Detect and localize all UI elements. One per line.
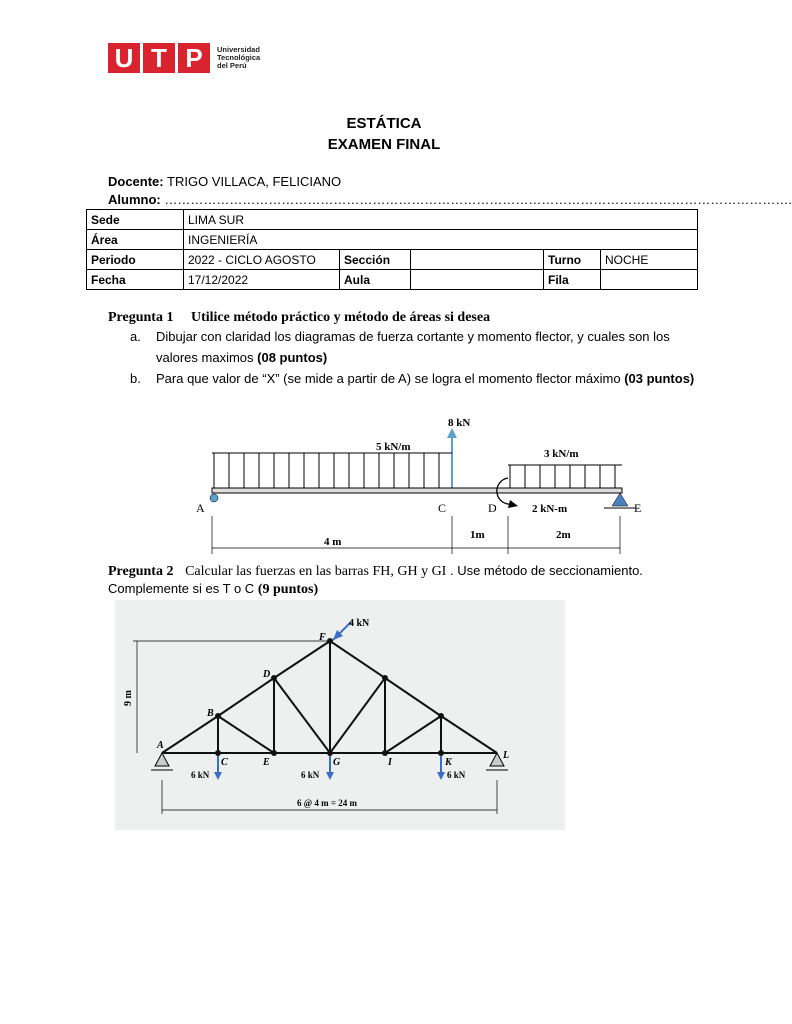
area-value: INGENIERÍA [184,230,698,250]
turno-label: Turno [544,250,601,270]
fila-value [601,270,698,290]
moment-label: 2 kN-m [532,503,568,515]
truss-node-a: A [157,740,164,751]
table-row [87,230,698,250]
truss-height: 9 m [123,690,134,706]
logo-letter-t: T [143,43,175,73]
alumno-field [108,192,792,207]
dist-load-2-arrows [510,465,615,488]
docente-label: Docente: [108,174,164,189]
dist-load-1-arrows [214,453,439,488]
q2-label: Pregunta 2 [108,564,174,579]
sede-label: Sede [87,210,184,230]
logo-line-2: Tecnológica [217,53,261,62]
utp-logo [108,43,260,73]
truss-figure [115,600,565,830]
truss-node-c: C [221,757,228,768]
periodo-label: Periodo [87,250,184,270]
logo-letter-u: U [108,43,140,73]
q1-b-marker: b. [130,371,141,386]
q1-item-a [130,326,706,368]
truss-node-i: I [388,757,392,768]
exam-subtitle: EXAMEN FINAL [327,136,441,153]
q2-text-2: . Use método de seccionamiento. Complemente si es T o C [108,563,643,596]
truss-node-d: D [263,669,271,680]
q1-a-marker: a. [130,329,141,344]
dist-load-2-label: 3 kN/m [544,448,579,460]
alumno-label: Alumno: [108,192,161,207]
alumno-value: ………………………………………………………………………………………………………………………………. [164,192,792,207]
logo-line-1: Universidad [217,45,260,54]
q1-b-text: Para que valor de “X” (se mide a partir de A) se logra el momento flector máximo [156,371,625,386]
fila-label: Fila [544,270,601,290]
dim-3: 2m [556,529,571,541]
fecha-label: Fecha [87,270,184,290]
beam-diagram [190,408,650,558]
truss-load-g: 6 kN [301,770,320,780]
truss-span: 6 @ 4 m = 24 m [297,798,357,808]
q1-label: Pregunta 1 [108,310,174,325]
truss-node-k: K [445,757,452,768]
turno-value: NOCHE [601,250,698,270]
q1-heading [108,310,490,326]
sede-value: LIMA SUR [184,210,698,230]
logo-letter-p: P [178,43,210,73]
docente-field [108,174,341,189]
truss-node-e: E [263,757,270,768]
aula-label: Aula [340,270,411,290]
q1-item-b [130,368,706,389]
point-load-label: 8 kN [448,417,471,429]
q1-a-text: Dibujar con claridad los diagramas de fuerza cortante y momento flector, y cuales son los valores maximos [156,329,670,365]
truss-load-top: 4 kN [349,618,370,629]
node-c: C [438,501,447,515]
truss-node-f: F [319,632,326,643]
q2-text: Calcular las fuerzas en las barras FH, GH y GI [185,564,447,579]
docente-value: TRIGO VILLACA, FELICIANO [167,174,342,189]
seccion-label: Sección [340,250,411,270]
truss-node-b: B [207,708,214,719]
dim-1: 4 m [324,536,342,548]
node-e: E [634,501,642,515]
node-a: A [196,501,205,515]
q1-b-points: (03 puntos) [624,371,695,386]
table-row [87,270,698,290]
truss-load-k: 6 kN [447,770,466,780]
logo-text [217,46,260,70]
area-label: Área [87,230,184,250]
q2-block [108,562,704,598]
truss-load-c: 6 kN [191,770,210,780]
periodo-value: 2022 - CICLO AGOSTO [184,250,340,270]
q1-heading-text: Utilice método práctico y método de áreas si desea [190,310,491,325]
info-table [86,209,698,290]
dim-2: 1m [470,529,485,541]
logo-line-3: del Perú [217,61,247,70]
q1-a-points: (08 puntos) [257,350,328,365]
seccion-value [411,250,544,270]
table-row [87,210,698,230]
truss-node-g: G [333,757,341,768]
dist-load-1-label: 5 kN/m [376,441,411,453]
q2-points: (9 puntos) [257,582,319,597]
truss-node-l: L [503,750,510,761]
fecha-value: 17/12/2022 [184,270,340,290]
exam-title: ESTÁTICA [346,115,422,132]
aula-value [411,270,544,290]
node-d: D [488,501,497,515]
table-row [87,250,698,270]
